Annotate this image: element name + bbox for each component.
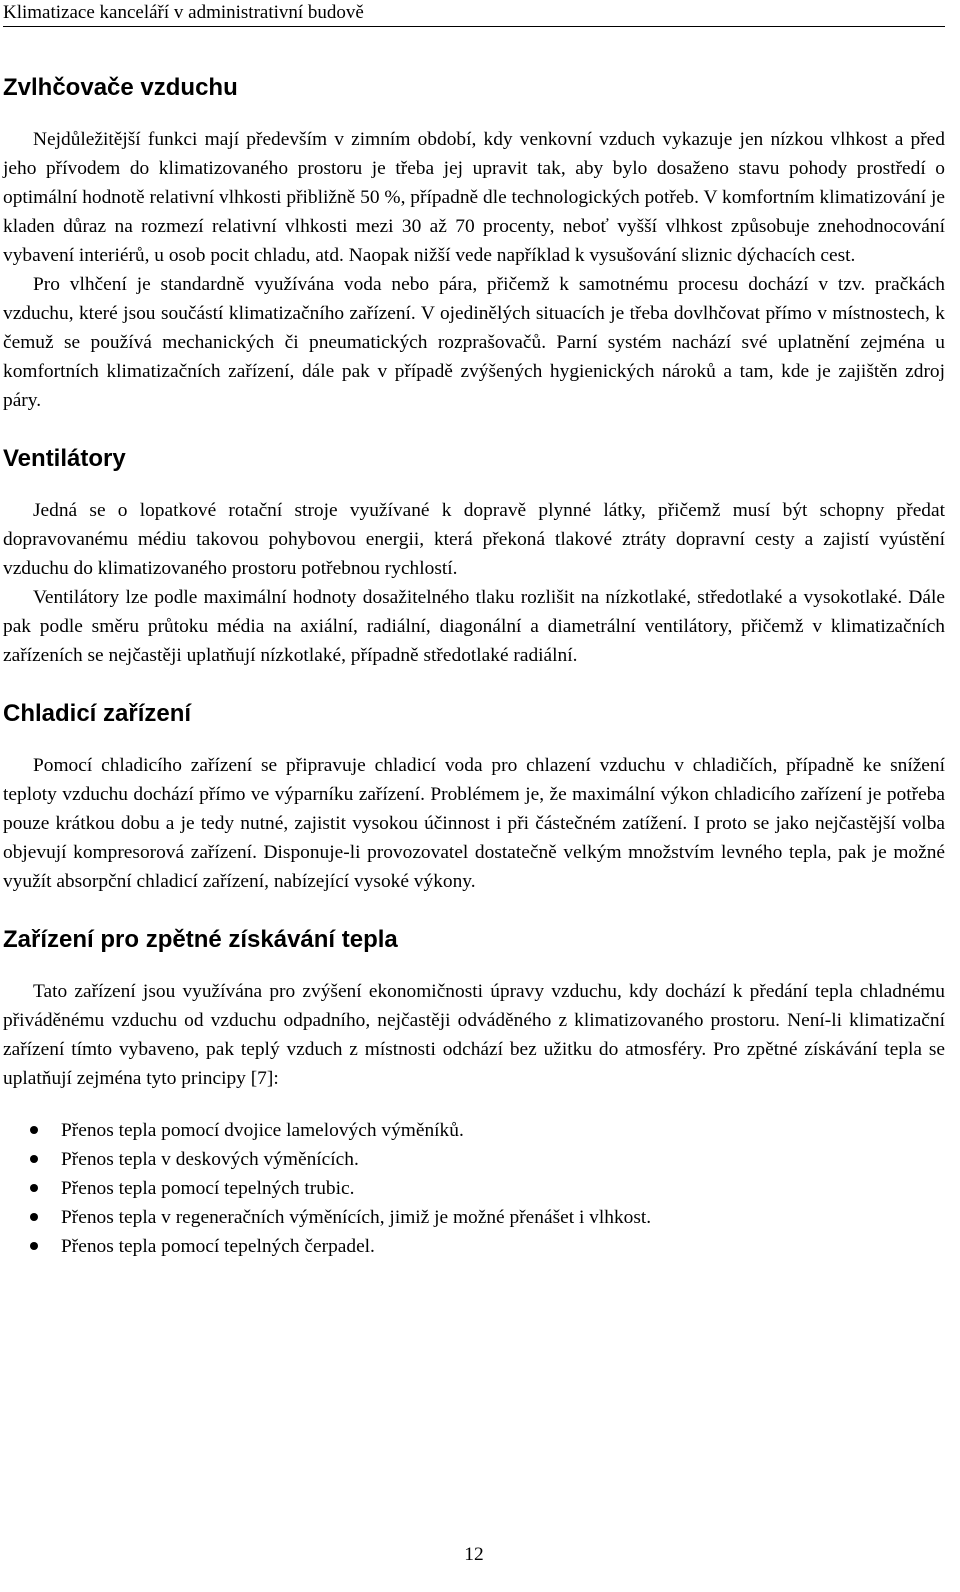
bullet-icon [30,1155,38,1163]
heading-ventilatory: Ventilátory [3,445,126,472]
section-zvlhcovace-body [3,125,945,415]
section-ventilatory-body [3,496,945,670]
heading-chladici-zarizeni: Chladicí zařízení [3,700,192,727]
principles-list [3,1116,945,1261]
section-zpetne-body [3,977,945,1093]
heading-zpetne-ziskavani-tepla: Zařízení pro zpětné získávání tepla [3,926,398,953]
list-item-text: Přenos tepla v regeneračních výměnících, jimiž je možné přenášet i vlhkost. [61,1207,652,1228]
list-item [3,1145,945,1174]
paragraph: Ventilátory lze podle maximální hodnoty dosažitelného tlaku rozlišit na nízkotlaké, středotlaké a vysokotlaké. Dále pak podle směru průtoku média na axiální, radiální, diagonální a diametrální ventilátory, přičemž v klimatizačních zařízeních se nejčastěji uplatňují nízkotlaké, případně středotlaké radiální. [3,587,945,666]
running-header: Klimatizace kanceláří v administrativní budově [3,0,945,27]
list-item-text: Přenos tepla pomocí tepelných trubic. [61,1178,355,1199]
bullet-icon [30,1242,38,1250]
list-item-text: Přenos tepla pomocí dvojice lamelových výměníků. [61,1120,464,1141]
list-item-text: Přenos tepla pomocí tepelných čerpadel. [61,1236,375,1257]
list-item [3,1232,945,1261]
paragraph: Pro vlhčení je standardně využívána voda nebo pára, přičemž k samotnému procesu dochází v tzv. pračkách vzduchu, které jsou součástí klimatizačního zařízení. V ojedinělých situacích je třeba dovlhčovat přímo v místnostech, k čemuž se používá mechanických či pneumatických rozprašovačů. Parní systém nachází své uplatnění zejména u komfortních klimatizačních zařízení, dále pak v případě zvýšených hygienických nároků a tam, kde je zajištěn zdroj páry. [3,274,945,411]
list-item [3,1174,945,1203]
list-item-text: Přenos tepla v deskových výměnících. [61,1149,359,1170]
paragraph: Tato zařízení jsou využívána pro zvýšení ekonomičnosti úpravy vzduchu, kdy dochází k předání tepla chladnému přiváděnému vzduchu od vzduchu odpadního, nejčastěji odváděného z klimatizovaného prostoru. Není-li klimatizační zařízení tímto vybaveno, pak teplý vzduch z místnosti odchází bez užitku do atmosféry. Pro zpětné získávání tepla se uplatňují zejména tyto principy [7]: [3,981,945,1089]
document-page [3,0,945,1592]
list-item [3,1203,945,1232]
paragraph: Nejdůležitější funkci mají především v zimním období, kdy venkovní vzduch vykazuje jen nízkou vlhkost a před jeho přívodem do klimatizovaného prostoru je třeba jej upravit tak, aby bylo dosaženo stavu pohody prostředí o optimální hodnotě relativní vlhkosti přibližně 50 %, případně dle technologických potřeb. V komfortním klimatizování je kladen důraz na rozmezí relativní vlhkosti mezi 30 až 70 procenty, neboť vyšší vlhkost způsobuje znehodnocování vybavení interiérů, u osob pocit chladu, atd. Naopak nižší vede například k vysušování sliznic dýchacích cest. [3,129,945,266]
heading-zvlhcovace-vzduchu: Zvlhčovače vzduchu [3,74,238,101]
bullet-icon [30,1126,38,1134]
paragraph: Jedná se o lopatkové rotační stroje využívané k dopravě plynné látky, přičemž musí být schopny předat dopravovanému médiu takovou pohybovou energii, která překoná tlakové ztráty dopravní cesty a zajistí vyústění vzduchu do klimatizovaného prostoru potřebnou rychlostí. [3,500,945,579]
paragraph: Pomocí chladicího zařízení se připravuje chladicí voda pro chlazení vzduchu v chladičích, případně ke snížení teploty vzduchu dochází přímo ve výparníku zařízení. Problémem je, že maximální výkon chladicího zařízení je potřeba pouze krátkou dobu a je tedy nutné, zajistit vysokou účinnost i při částečném zatížení. I proto se jako nejčastější volba objevují kompresorová zařízení. Disponuje-li provozovatel dostatečně velkým množstvím levného tepla, pak je možné využít absorpční chladicí zařízení, nabízející vysoké výkony. [3,755,945,892]
page-number: 12 [464,1544,484,1565]
bullet-icon [30,1184,38,1192]
list-item [3,1116,945,1145]
bullet-icon [30,1213,38,1221]
section-chladici-body [3,751,945,896]
